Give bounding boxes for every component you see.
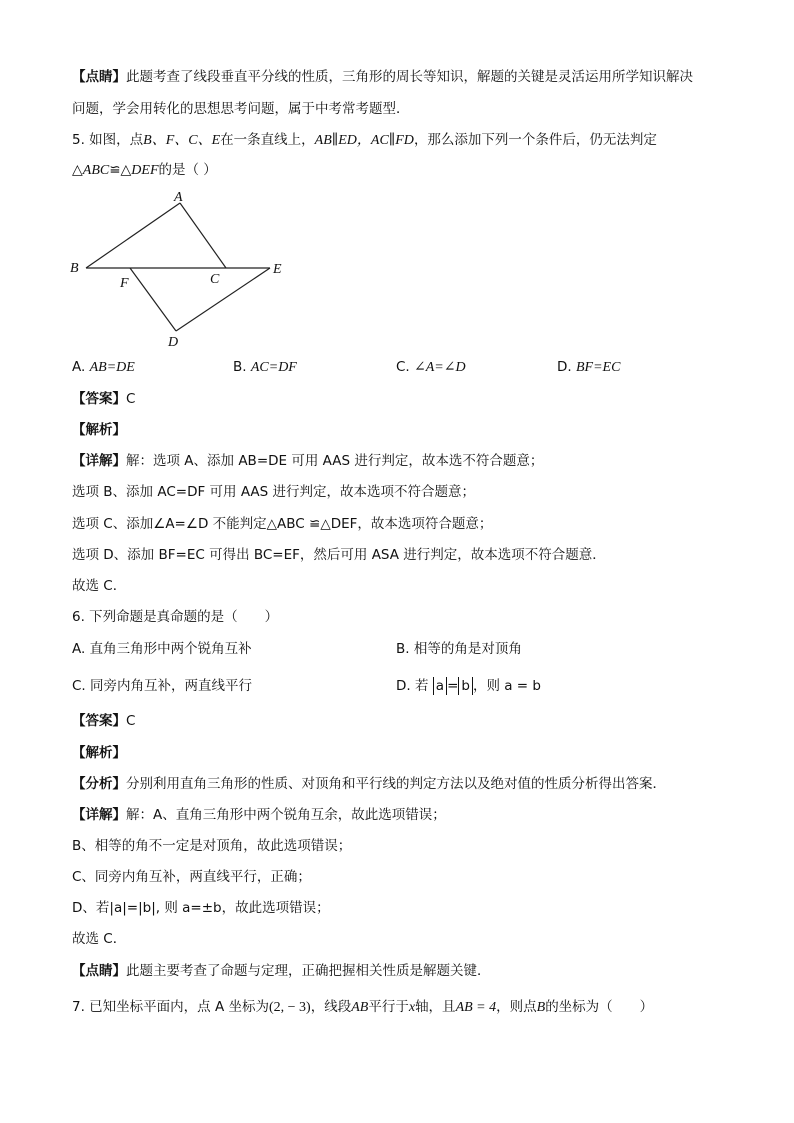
q5-conclusion: 故选 C．	[72, 578, 127, 594]
q6-analysis-tag: 【解析】	[72, 745, 126, 761]
q5-option-b[interactable]: B. AC=DF	[233, 359, 297, 375]
q6-option-a[interactable]: A. 直角三角形中两个锐角互补	[72, 641, 252, 657]
label-c: C	[210, 272, 220, 287]
q5-answer: 【答案】C	[72, 391, 136, 407]
p4-dianjing-line-2: 问题，学会用转化的思想思考问题，属于中考常考题型．	[72, 101, 410, 117]
q5-detail-line-3: 选项 C、添加∠A=∠D 不能判定△ABC ≌△DEF，故本选项符合题意；	[72, 516, 493, 532]
q6-answer: 【答案】C	[72, 713, 136, 729]
q7-stem: 7. 已知坐标平面内，点 A 坐标为(2, − 3)，线段AB平行于x轴，且AB = 4，则点B的坐标为（ ）	[72, 999, 654, 1015]
q6-fenxi: 【分析】分别利用直角三角形的性质、对顶角和平行线的判定方法以及绝对值的性质分析得出答案．	[72, 776, 666, 792]
segment-ac	[180, 203, 226, 268]
q6-detail-line-3: C、同旁内角互补，两直线平行，正确；	[72, 869, 311, 885]
q6-stem: 6. 下列命题是真命题的是（ ）	[72, 609, 279, 625]
q5-option-d[interactable]: D. BF=EC	[557, 359, 621, 375]
q5-geometry-figure	[60, 185, 300, 350]
segment-ed	[176, 268, 270, 331]
q6-option-c[interactable]: C. 同旁内角互补，两直线平行	[72, 678, 253, 694]
dianjing-tag: 【点睛】	[72, 69, 126, 85]
segment-ab	[86, 203, 180, 268]
label-b: B	[70, 261, 79, 276]
q5-detail-line-4: 选项 D、添加 BF=EC 可得出 BC=EF，然后可用 ASA 进行判定，故本选项不符合题意．	[72, 547, 606, 563]
q6-detail-line-4: D、若|a|=|b|, 则 a=±b，故此选项错误；	[72, 900, 330, 916]
abs-a: a	[433, 677, 447, 695]
label-e: E	[273, 262, 282, 277]
label-a: A	[174, 190, 183, 205]
segment-df	[130, 268, 176, 331]
q6-option-d[interactable]: D. 若 a = b ，则 a = b	[396, 678, 541, 694]
label-d: D	[168, 335, 179, 350]
q6-option-b[interactable]: B. 相等的角是对顶角	[396, 641, 522, 657]
q5-detail-line-1: 【详解】解：选项 A、添加 AB=DE 可用 AAS 进行判定，故本选不符合题意；	[72, 453, 544, 469]
q6-conclusion: 故选 C．	[72, 931, 127, 947]
q6-detail-line-1: 【详解】解：A、直角三角形中两个锐角互余，故此选项错误；	[72, 807, 446, 823]
label-f: F	[120, 276, 129, 291]
q5-option-a[interactable]: A. AB=DE	[72, 359, 135, 375]
q5-stem-line-2: △ABC≌△DEF的是（ ）	[72, 162, 217, 178]
q6-dianjing: 【点睛】此题主要考查了命题与定理，正确把握相关性质是解题关键．	[72, 963, 491, 979]
q6-detail-line-2: B、相等的角不一定是对顶角，故此选项错误；	[72, 838, 352, 854]
q5-option-c[interactable]: C. ∠A=∠D	[396, 359, 466, 375]
q5-detail-line-2: 选项 B、添加 AC=DF 可用 AAS 进行判定，故本选项不符合题意；	[72, 484, 476, 500]
q5-stem-line-1: 5. 如图，点B、F、C、E在一条直线上，AB∥ED，AC∥FD，那么添加下列一个条件后，仍无法判定	[72, 132, 657, 148]
abs-b: b	[458, 677, 473, 695]
q5-analysis-tag: 【解析】	[72, 422, 126, 438]
p4-dianjing-line-1: 【点睛】此题考查了线段垂直平分线的性质，三角形的周长等知识，解题的关键是灵活运用所学知识解决	[72, 69, 693, 85]
